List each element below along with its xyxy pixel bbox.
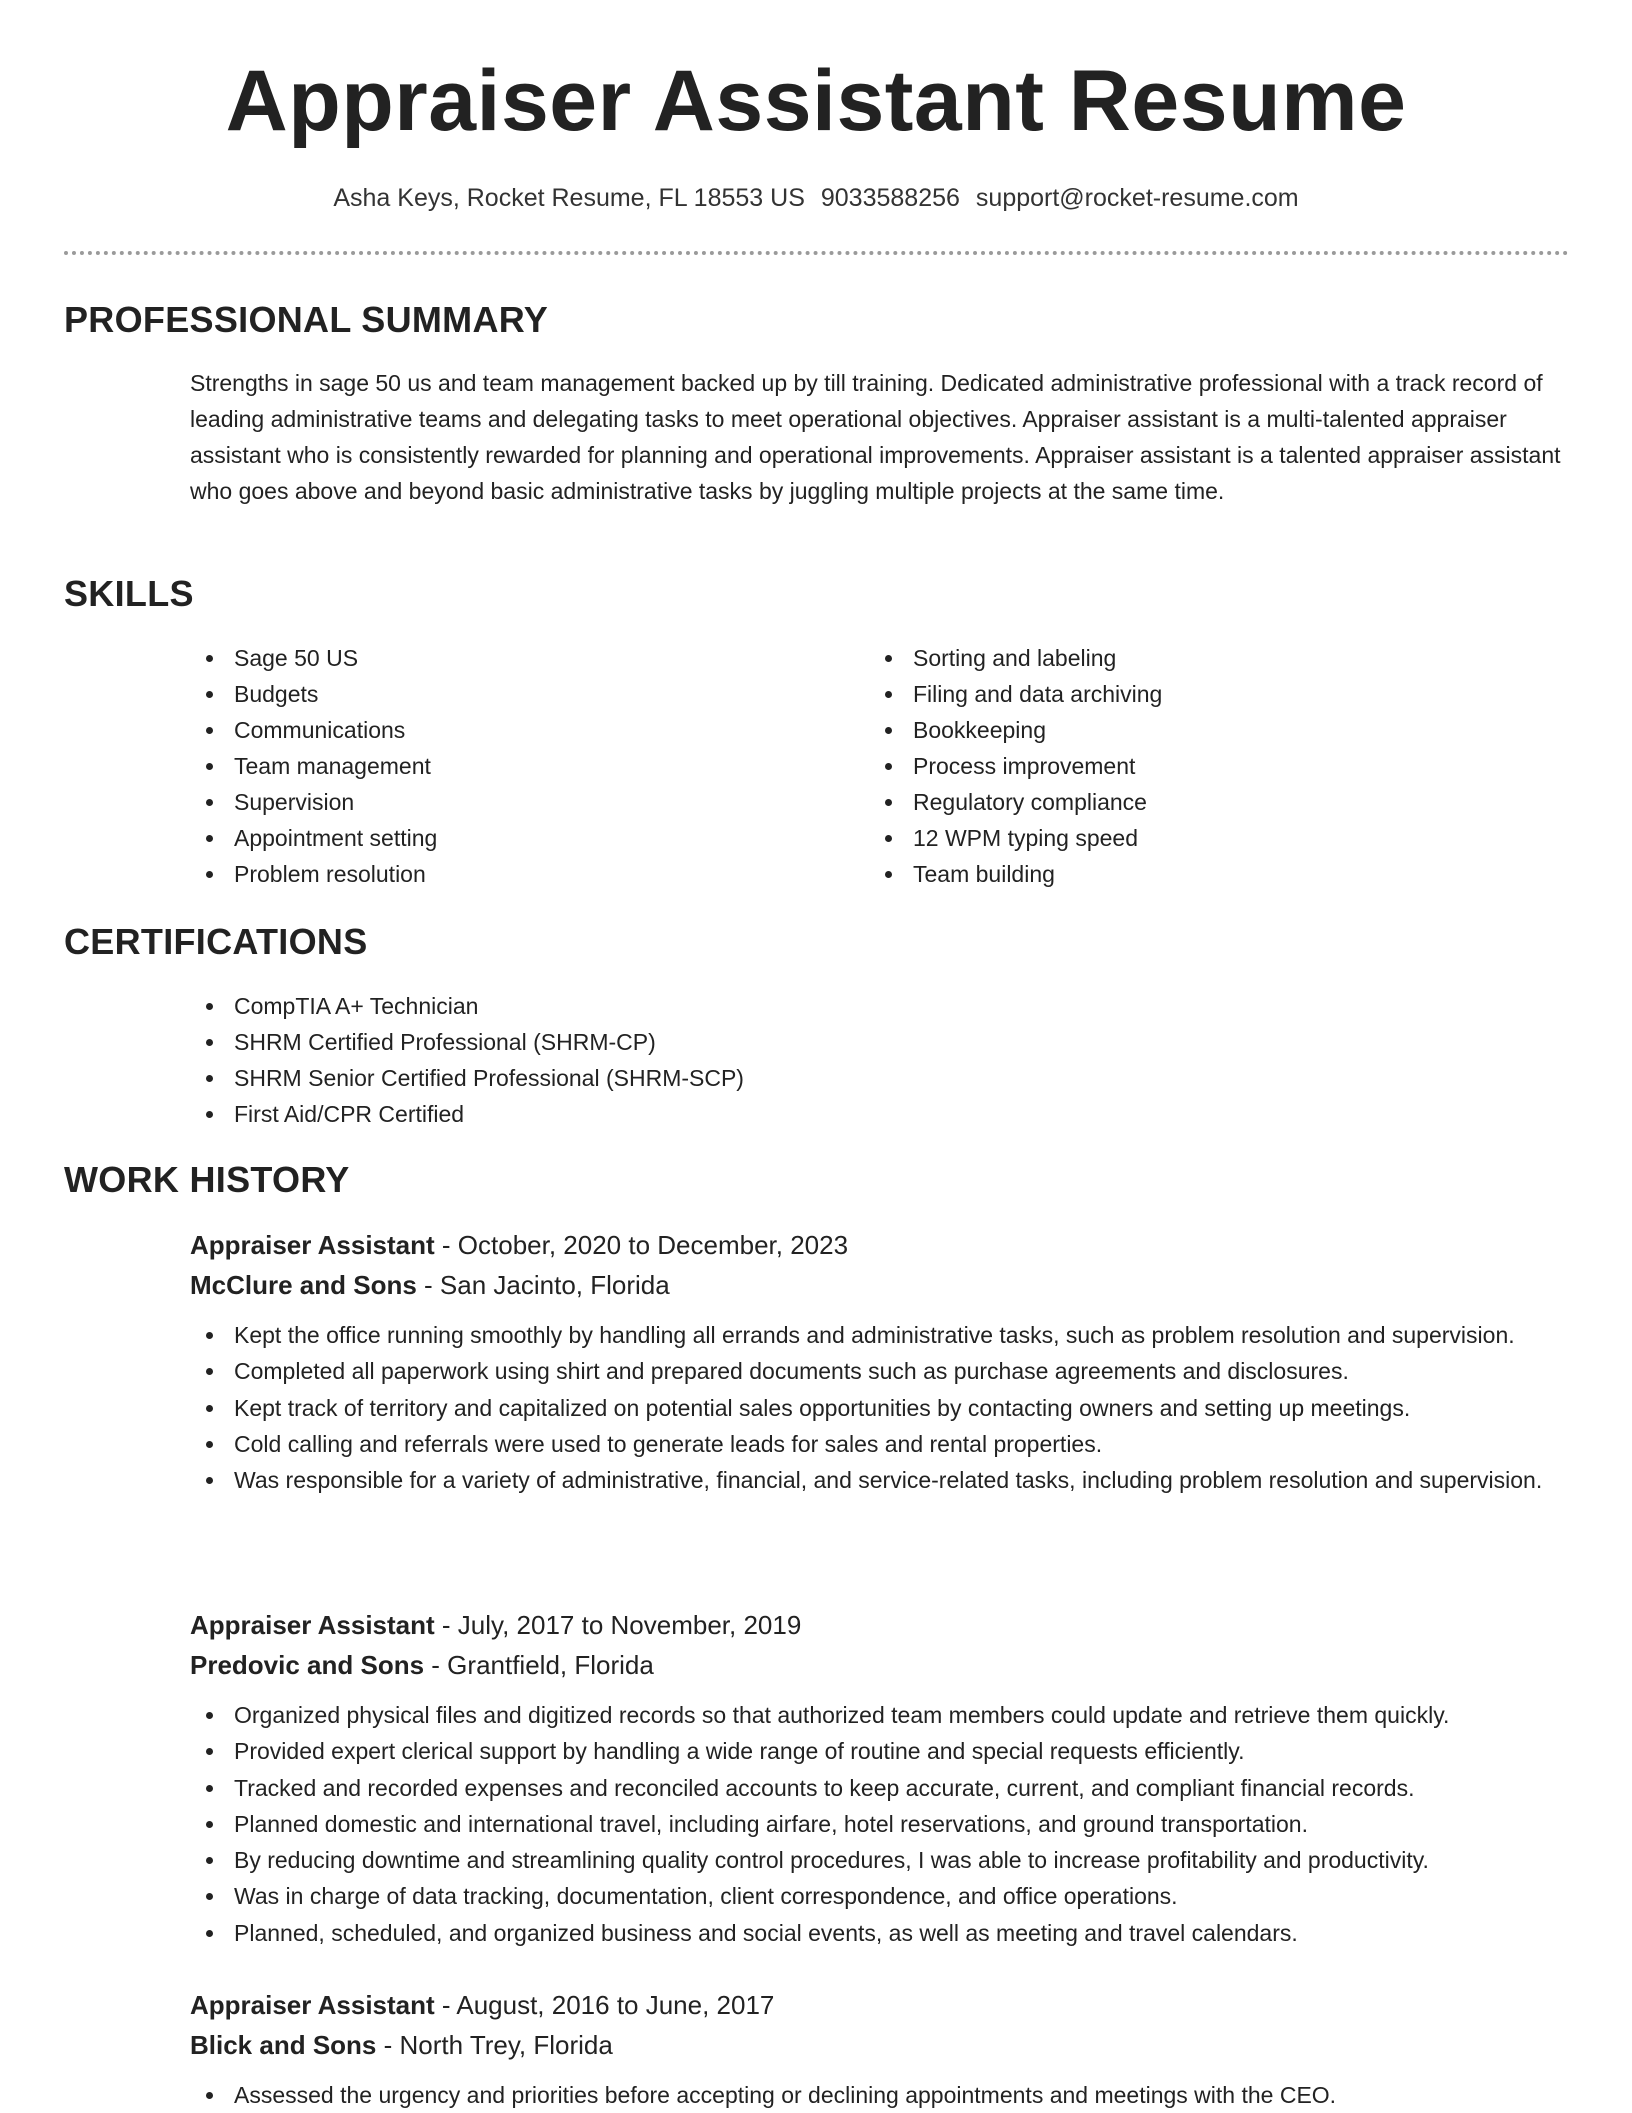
skill-item: Communications [190,712,840,748]
job-bullets [190,1317,1570,1498]
work-history-heading: WORK HISTORY [64,1159,350,1200]
job-bullet: Was in charge of data tracking, documentation, client correspondence, and office operations. [190,1878,1570,1914]
job-title-line [190,1225,1570,1265]
job-bullet: Completed all paperwork using shirt and prepared documents such as purchase agreements and disclosures. [190,1353,1570,1389]
skill-item: Budgets [190,676,840,712]
job-company: Blick and Sons [190,2030,377,2060]
contact-email: support@rocket-resume.com [975,184,1299,212]
contact-address: Asha Keys, Rocket Resume, FL 18553 US [333,184,805,212]
skill-item: Sage 50 US [190,640,840,676]
skill-item: Team building [869,856,1569,892]
job-bullets [190,1697,1570,1951]
job-company-line [190,2025,1570,2065]
job-location: - Grantfield, Florida [424,1650,654,1680]
job-bullet: Cold calling and referrals were used to generate leads for sales and rental properties. [190,1426,1570,1462]
summary-text: Strengths in sage 50 us and team management backed up by till training. Dedicated administrative professional with a track record of leading administrative teams and delegating tasks to meet operational objectives. Appraiser assistant is a multi-talented appraiser assistant who is consistently rewarded for planning and operational improvements. Appraiser assistant is a talented appraiser assistant who goes above and beyond basic administrative tasks by juggling multiple projects at the same time. [190,370,1561,504]
job-title: Appraiser Assistant [190,1990,435,2020]
job-title-line [190,1605,1570,1645]
summary-heading: PROFESSIONAL SUMMARY [64,299,549,340]
job-bullets [190,2077,1570,2113]
skill-item: Sorting and labeling [869,640,1569,676]
job-entry [190,1225,1570,1498]
job-bullet: Planned, scheduled, and organized business and social events, as well as meeting and travel calendars. [190,1915,1570,1951]
job-dates: - August, 2016 to June, 2017 [434,1990,775,2020]
job-company: McClure and Sons [190,1270,417,1300]
job-bullet: Provided expert clerical support by handling a wide range of routine and special requests efficiently. [190,1733,1570,1769]
job-dates: - July, 2017 to November, 2019 [434,1610,802,1640]
job-bullet: Kept the office running smoothly by handling all errands and administrative tasks, such as problem resolution and supervision. [190,1317,1570,1353]
job-title: Appraiser Assistant [190,1230,435,1260]
job-bullet: Planned domestic and international travel, including airfare, hotel reservations, and ground transportation. [190,1806,1570,1842]
certification-item: SHRM Senior Certified Professional (SHRM-SCP) [190,1060,1565,1096]
job-title: Appraiser Assistant [190,1610,435,1640]
skill-item: Process improvement [869,748,1569,784]
job-entry [190,1985,1570,2113]
skills-list-right [869,640,1569,892]
skill-item: Regulatory compliance [869,784,1569,820]
job-company: Predovic and Sons [190,1650,425,1680]
resume-title: Appraiser Assistant Resume [225,53,1407,149]
certification-item: SHRM Certified Professional (SHRM-CP) [190,1024,1565,1060]
job-company-line [190,1265,1570,1305]
certification-item: First Aid/CPR Certified [190,1096,1565,1132]
certification-item: CompTIA A+ Technician [190,988,1565,1024]
job-company-line [190,1645,1570,1685]
job-location: - San Jacinto, Florida [416,1270,670,1300]
skill-item: Team management [190,748,840,784]
certifications-list [190,988,1565,1132]
job-bullet: Was responsible for a variety of administrative, financial, and service-related tasks, including problem resolution and supervision. [190,1462,1570,1498]
skill-item: Filing and data archiving [869,676,1569,712]
job-dates: - October, 2020 to December, 2023 [434,1230,849,1260]
certifications-heading: CERTIFICATIONS [64,921,368,962]
job-bullet: Assessed the urgency and priorities before accepting or declining appointments and meetings with the CEO. [190,2077,1570,2113]
job-title-line [190,1985,1570,2025]
skill-item: Bookkeeping [869,712,1569,748]
job-location: - North Trey, Florida [376,2030,613,2060]
skills-list-left [190,640,840,892]
skills-heading: SKILLS [64,573,194,614]
skill-item: Problem resolution [190,856,840,892]
job-bullet: Organized physical files and digitized records so that authorized team members could update and retrieve them quickly. [190,1697,1570,1733]
job-bullet: By reducing downtime and streamlining quality control procedures, I was able to increase profitability and productivity. [190,1842,1570,1878]
job-bullet: Tracked and recorded expenses and reconciled accounts to keep accurate, current, and compliant financial records. [190,1770,1570,1806]
contact-line [0,182,1632,215]
contact-phone: 9033588256 [820,184,960,212]
header-divider [64,251,1569,255]
skill-item: Supervision [190,784,840,820]
job-bullet: Kept track of territory and capitalized on potential sales opportunities by contacting owners and setting up meetings. [190,1390,1570,1426]
skill-item: 12 WPM typing speed [869,820,1569,856]
job-entry [190,1605,1570,1951]
skill-item: Appointment setting [190,820,840,856]
